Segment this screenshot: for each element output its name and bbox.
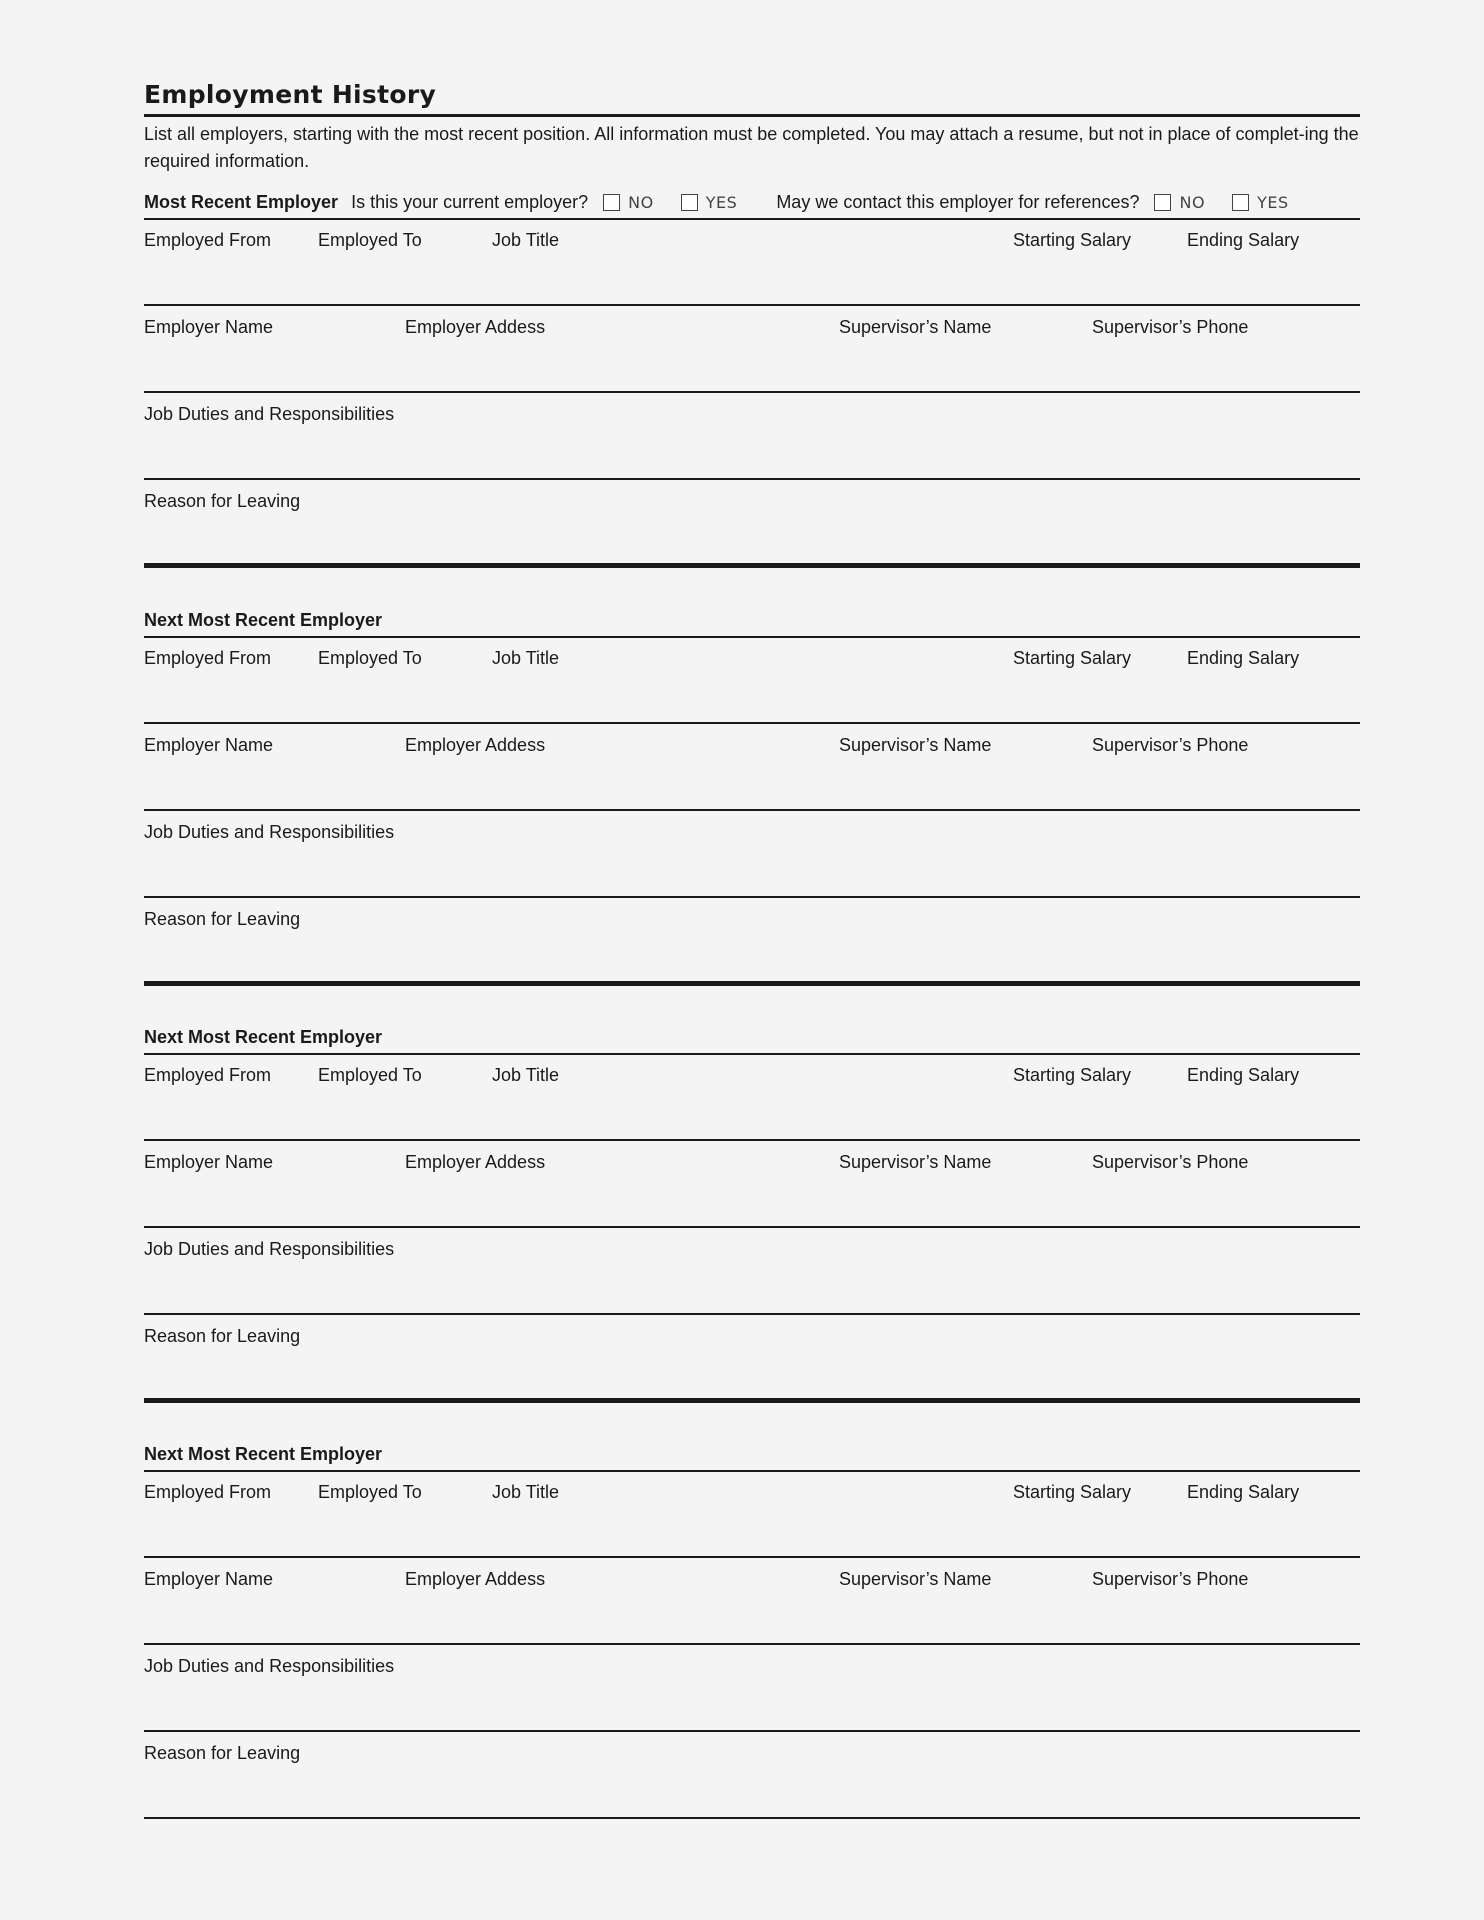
current-no-checkbox[interactable]: [603, 194, 620, 211]
divider: [144, 1139, 1360, 1141]
current-yes-checkbox[interactable]: [681, 194, 698, 211]
divider: [144, 304, 1360, 306]
divider: [144, 1053, 1360, 1055]
contact-no-checkbox[interactable]: [1154, 194, 1171, 211]
divider: [144, 1643, 1360, 1645]
field-ending-salary[interactable]: Ending Salary: [1187, 230, 1300, 250]
divider: [144, 722, 1360, 724]
divider: [144, 391, 1360, 393]
divider: [144, 114, 1360, 117]
section-separator: [144, 1398, 1360, 1403]
field-ending-salary[interactable]: Ending Salary: [1187, 1065, 1300, 1085]
field-employed-from[interactable]: Employed From: [144, 1065, 272, 1085]
divider: [144, 218, 1360, 220]
field-job-title[interactable]: Job Title: [492, 230, 560, 250]
divider: [144, 1817, 1360, 1819]
field-supervisor-name[interactable]: Supervisor’s Name: [839, 1569, 992, 1589]
field-job-title[interactable]: Job Title: [492, 648, 560, 668]
field-job-duties[interactable]: Job Duties and Responsibilities: [144, 1239, 395, 1259]
section-heading-row: [144, 192, 1289, 213]
field-job-duties[interactable]: Job Duties and Responsibilities: [144, 404, 395, 424]
section-separator: [144, 563, 1360, 568]
section-heading: Most Recent Employer: [144, 192, 339, 212]
field-supervisor-phone[interactable]: Supervisor’s Phone: [1092, 317, 1249, 337]
field-reason-for-leaving[interactable]: Reason for Leaving: [144, 909, 301, 929]
field-starting-salary[interactable]: Starting Salary: [1013, 230, 1132, 250]
field-employer-address[interactable]: Employer Addess: [405, 317, 546, 337]
field-starting-salary[interactable]: Starting Salary: [1013, 1482, 1132, 1502]
field-reason-for-leaving[interactable]: Reason for Leaving: [144, 1743, 301, 1763]
field-starting-salary[interactable]: Starting Salary: [1013, 1065, 1132, 1085]
divider: [144, 1730, 1360, 1732]
field-employer-name[interactable]: Employer Name: [144, 317, 274, 337]
field-supervisor-name[interactable]: Supervisor’s Name: [839, 317, 992, 337]
section-heading: Next Most Recent Employer: [144, 1027, 383, 1047]
field-job-title[interactable]: Job Title: [492, 1065, 560, 1085]
field-supervisor-name[interactable]: Supervisor’s Name: [839, 735, 992, 755]
contact-question: May we contact this employer for references?: [776, 192, 1140, 212]
field-employer-address[interactable]: Employer Addess: [405, 735, 546, 755]
field-job-duties[interactable]: Job Duties and Responsibilities: [144, 1656, 395, 1676]
section-separator: [144, 981, 1360, 986]
field-reason-for-leaving[interactable]: Reason for Leaving: [144, 1326, 301, 1346]
field-job-duties[interactable]: Job Duties and Responsibilities: [144, 822, 395, 842]
field-supervisor-phone[interactable]: Supervisor’s Phone: [1092, 1152, 1249, 1172]
section-heading: Next Most Recent Employer: [144, 1444, 383, 1464]
field-employed-from[interactable]: Employed From: [144, 1482, 272, 1502]
field-employed-to[interactable]: Employed To: [318, 1482, 422, 1502]
field-supervisor-name[interactable]: Supervisor’s Name: [839, 1152, 992, 1172]
current-employer-question: Is this your current employer?: [351, 192, 589, 212]
field-supervisor-phone[interactable]: Supervisor’s Phone: [1092, 1569, 1249, 1589]
field-employer-name[interactable]: Employer Name: [144, 735, 274, 755]
divider: [144, 636, 1360, 638]
field-employer-name[interactable]: Employer Name: [144, 1569, 274, 1589]
intro-text: List all employers, starting with the most recent position. All information must be completed. You may attach a resume, but not in place of complet-ing the required information.: [144, 124, 1359, 171]
field-employer-address[interactable]: Employer Addess: [405, 1569, 546, 1589]
page-title: Employment History: [144, 80, 437, 109]
field-employed-to[interactable]: Employed To: [318, 648, 422, 668]
divider: [144, 1313, 1360, 1315]
field-employed-to[interactable]: Employed To: [318, 1065, 422, 1085]
field-employer-address[interactable]: Employer Addess: [405, 1152, 546, 1172]
divider: [144, 1226, 1360, 1228]
field-employed-to[interactable]: Employed To: [318, 230, 422, 250]
contact-yes-label: YES: [1257, 193, 1289, 212]
field-ending-salary[interactable]: Ending Salary: [1187, 648, 1300, 668]
field-employed-from[interactable]: Employed From: [144, 230, 272, 250]
divider: [144, 1556, 1360, 1558]
field-employed-from[interactable]: Employed From: [144, 648, 272, 668]
current-yes-label: YES: [705, 193, 738, 212]
field-job-title[interactable]: Job Title: [492, 1482, 560, 1502]
contact-yes-checkbox[interactable]: [1232, 194, 1249, 211]
divider: [144, 1470, 1360, 1472]
current-no-label: NO: [628, 193, 654, 212]
divider: [144, 478, 1360, 480]
field-ending-salary[interactable]: Ending Salary: [1187, 1482, 1300, 1502]
divider: [144, 809, 1360, 811]
divider: [144, 896, 1360, 898]
field-supervisor-phone[interactable]: Supervisor’s Phone: [1092, 735, 1249, 755]
contact-no-label: NO: [1179, 193, 1206, 212]
field-starting-salary[interactable]: Starting Salary: [1013, 648, 1132, 668]
section-heading: Next Most Recent Employer: [144, 610, 383, 630]
field-employer-name[interactable]: Employer Name: [144, 1152, 274, 1172]
field-reason-for-leaving[interactable]: Reason for Leaving: [144, 491, 301, 511]
